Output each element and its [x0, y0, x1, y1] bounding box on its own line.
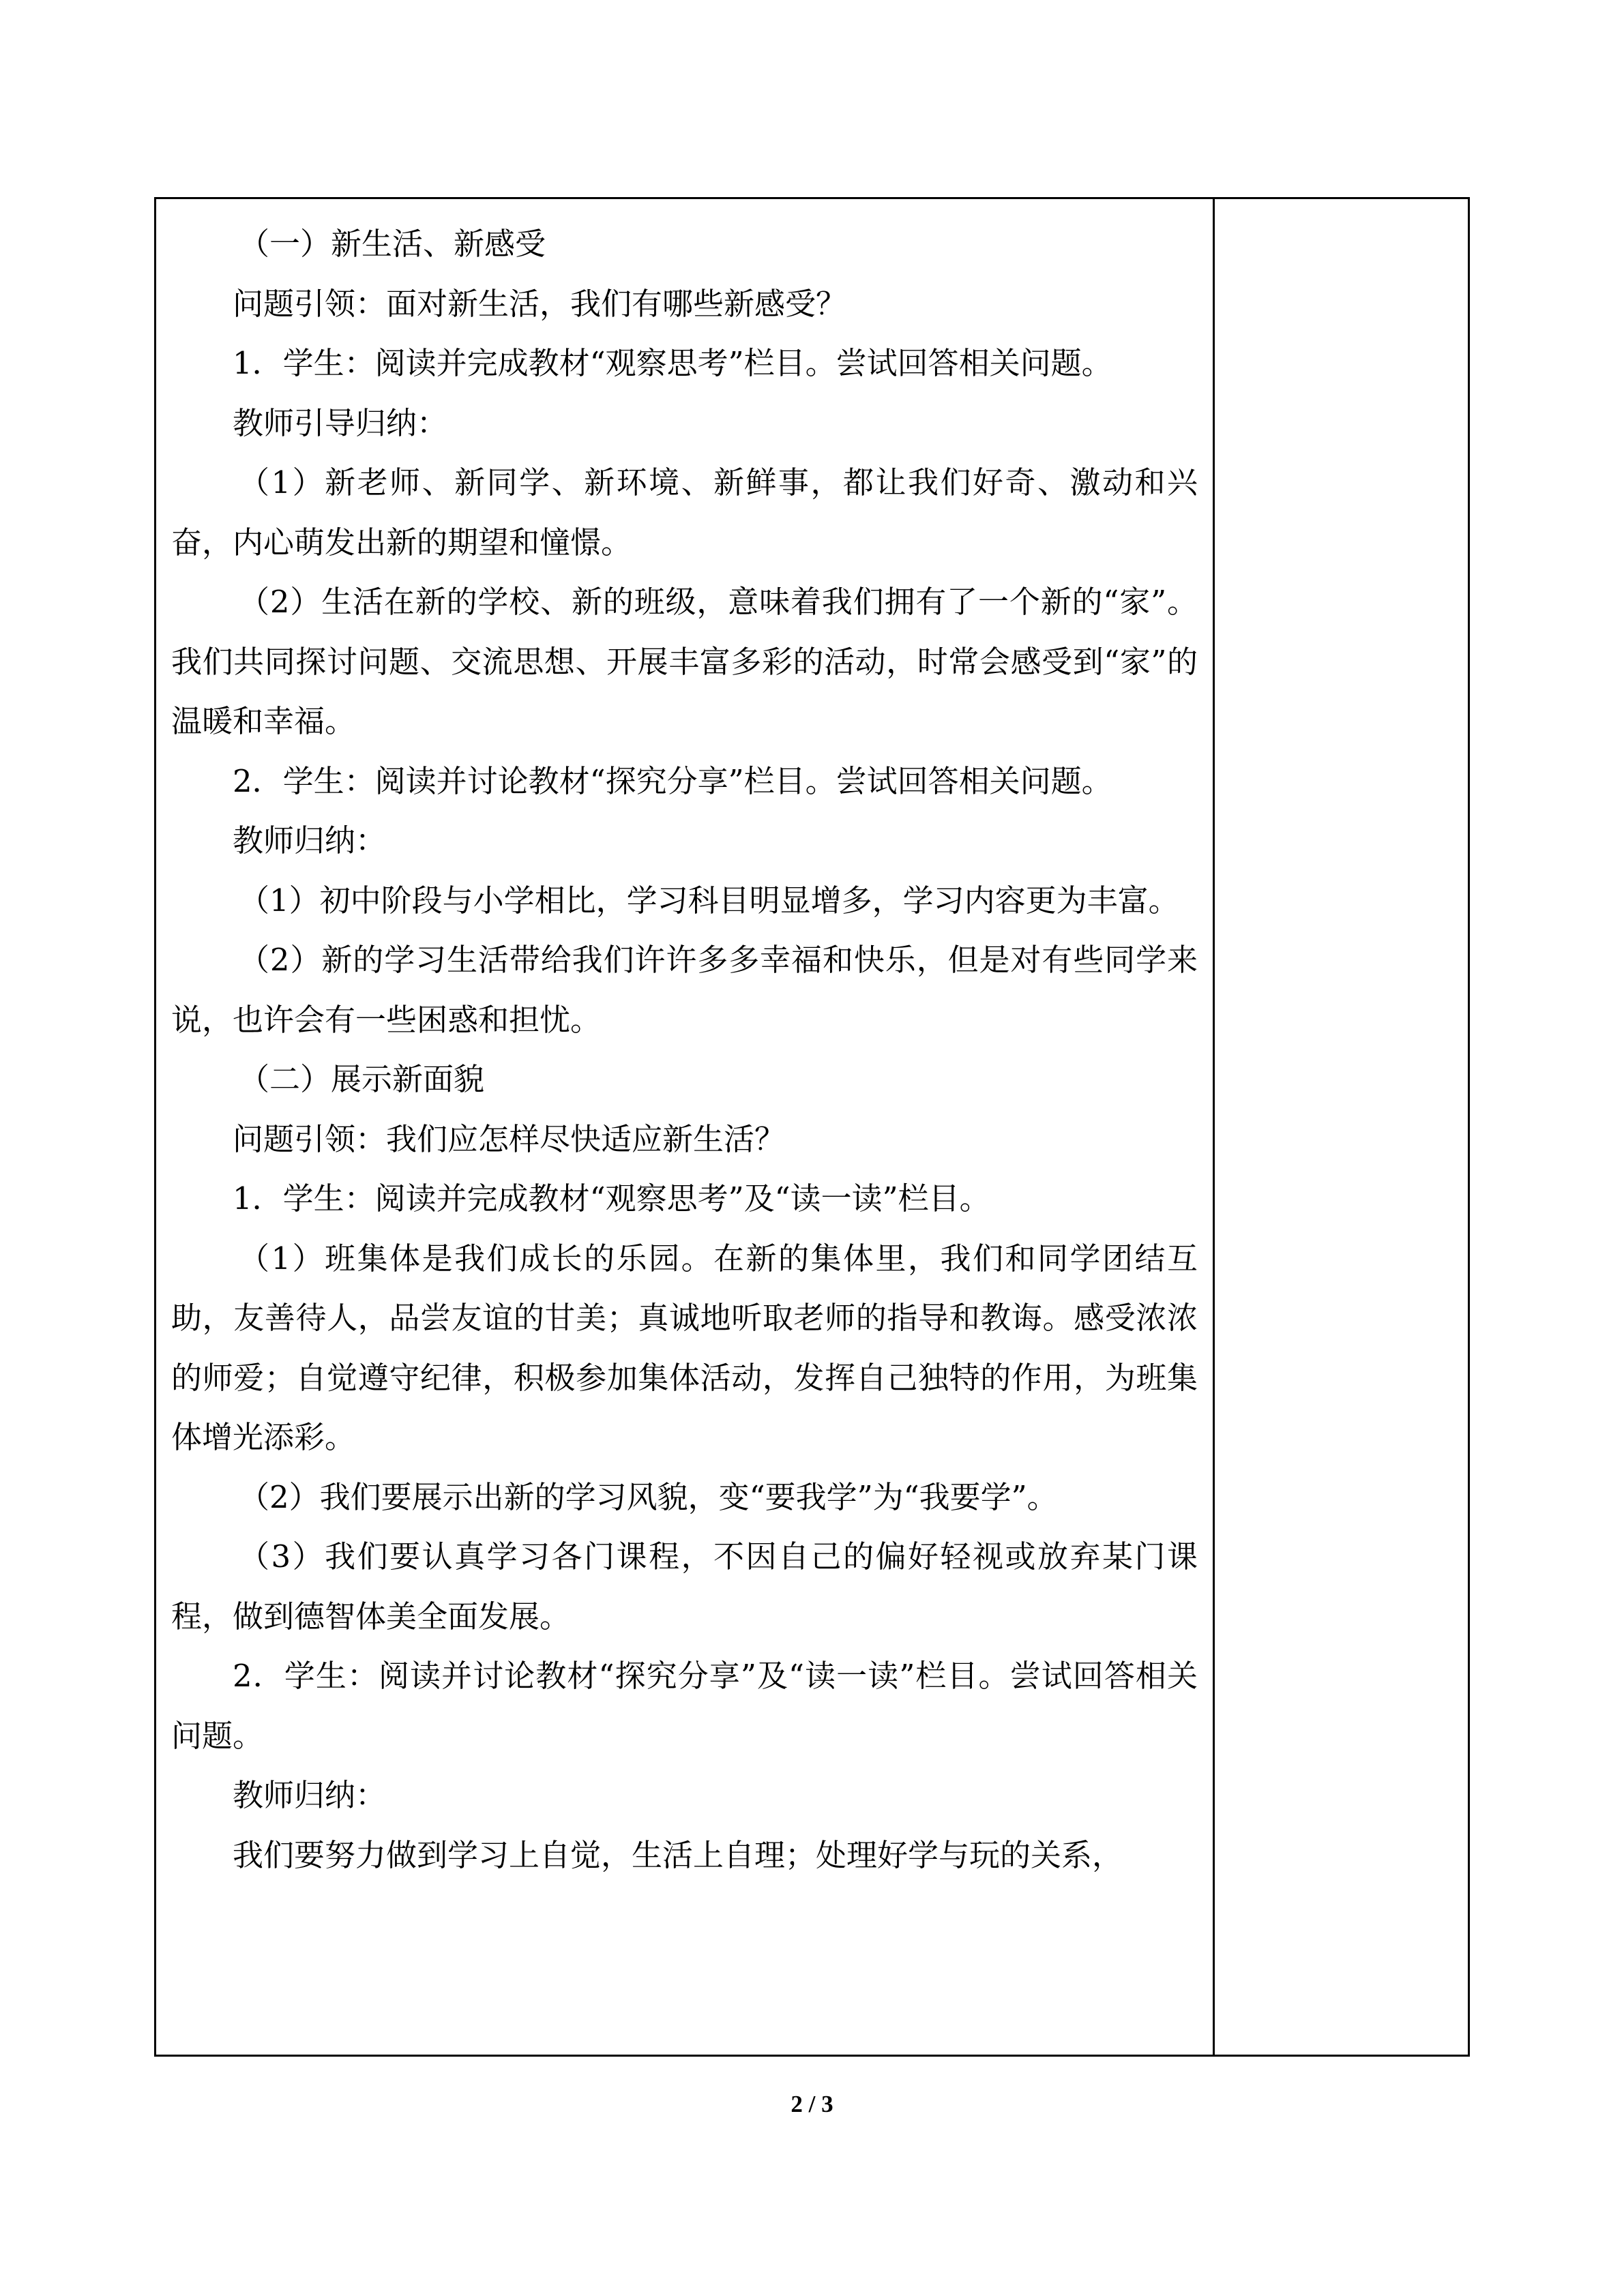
student-activity: 1．学生：阅读并完成教材“观察思考”栏目。尝试回答相关问题。 [233, 345, 1112, 381]
summary-point: （2）新的学习生活带给我们许许多多幸福和快乐，但是对有些同学来说，也许会有一些困惑和担忧。 [171, 942, 1198, 1038]
student-activity: 2．学生：阅读并讨论教材“探究分享”栏目。尝试回答相关问题。 [233, 762, 1112, 799]
lesson-table [154, 197, 1470, 2057]
section-heading: （一）新生活、新感受 [239, 226, 546, 262]
student-activity: 1．学生：阅读并完成教材“观察思考”及“读一读”栏目。 [233, 1180, 990, 1217]
summary-point: （2）生活在新的学校、新的班级，意味着我们拥有了一个新的“家”。我们共同探讨问题、交流思想、开展丰富多彩的活动，时常会感受到“家”的温暖和幸福。 [171, 584, 1198, 739]
page-number: 2 / 3 [791, 2091, 833, 2117]
teacher-summary-label: 教师引导归纳： [233, 404, 448, 441]
student-activity: 2．学生：阅读并讨论教材“探究分享”及“读一读”栏目。尝试回答相关问题。 [171, 1658, 1198, 1754]
teacher-summary-label: 教师归纳： [233, 1777, 387, 1813]
summary-point: （1）新老师、新同学、新环境、新鲜事，都让我们好奇、激动和兴奋，内心萌发出新的期望和憧憬。 [171, 464, 1198, 561]
question-prompt: 问题引领：我们应怎样尽快适应新生活？ [233, 1120, 786, 1157]
summary-text: 我们要努力做到学习上自觉，生活上自理；处理好学与玩的关系， [233, 1836, 1123, 1873]
lesson-content-cell [171, 214, 1198, 1885]
summary-point: （2）我们要展示出新的学习风貌，变“要我学”为“我要学”。 [239, 1478, 1058, 1515]
column-divider [1213, 199, 1215, 2055]
summary-point: （3）我们要认真学习各门课程，不因自己的偏好轻视或放弃某门课程，做到德智体美全面发展。 [171, 1538, 1198, 1635]
summary-point: （1）班集体是我们成长的乐园。在新的集体里，我们和同学团结互助，友善待人，品尝友谊的甘美；真诚地听取老师的指导和教诲。感受浓浓的师爱；自觉遵守纪律，积极参加集体活动，发挥自己独特的作用，为班集体增光添彩。 [171, 1240, 1198, 1455]
teacher-summary-label: 教师归纳： [233, 822, 387, 859]
question-prompt: 问题引领：面对新生活，我们有哪些新感受？ [233, 285, 847, 322]
summary-point: （1）初中阶段与小学相比，学习科目明显增多，学习内容更为丰富。 [239, 882, 1179, 919]
section-heading: （二）展示新面貌 [239, 1061, 485, 1097]
